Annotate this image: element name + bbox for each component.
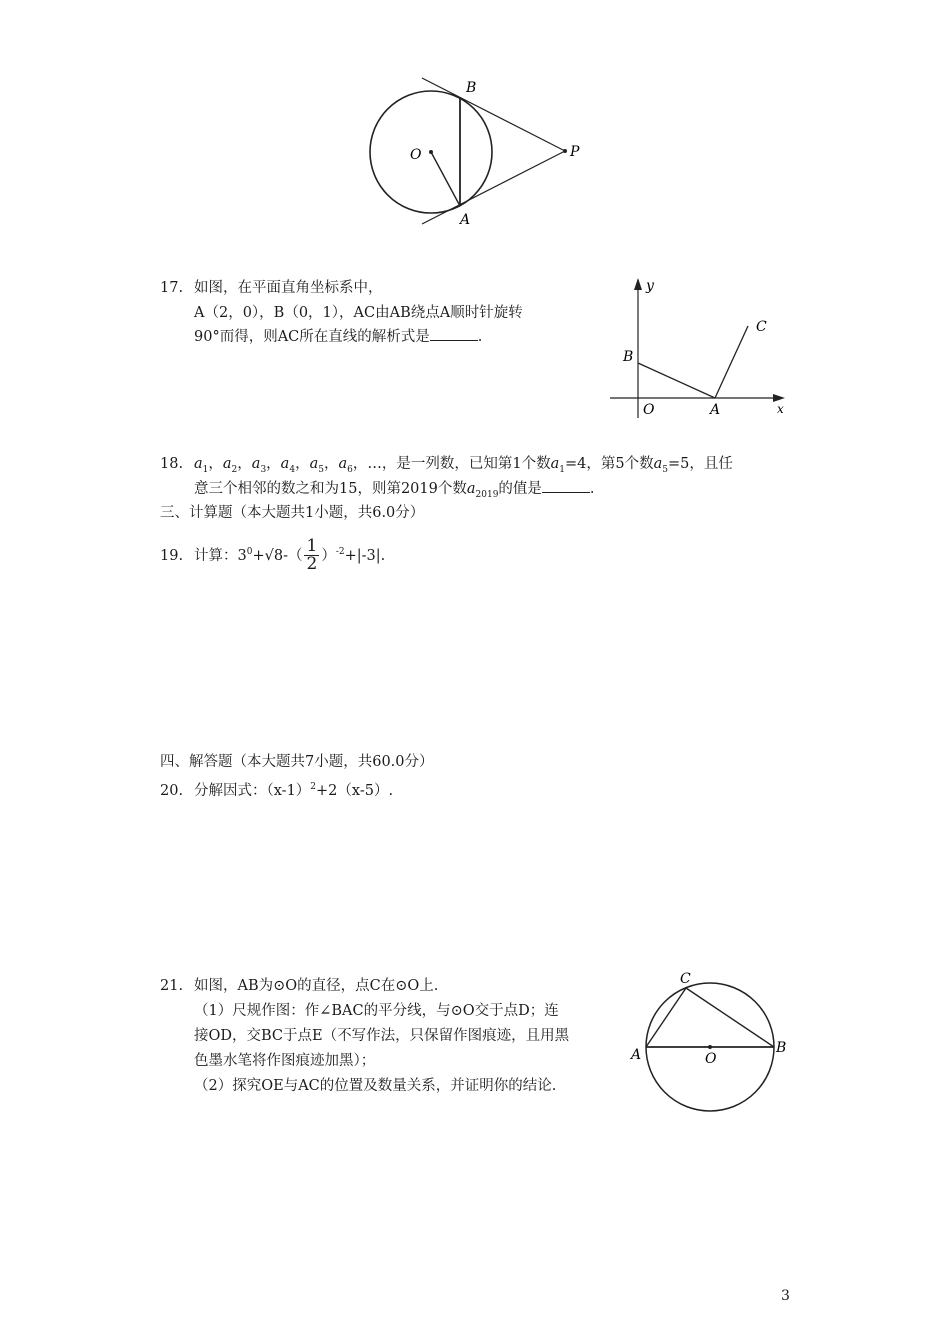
page-number: 3 bbox=[781, 1288, 790, 1304]
answer-blank bbox=[542, 480, 590, 493]
label-o: O bbox=[643, 402, 655, 418]
label-a: A bbox=[710, 402, 721, 418]
q18-line1: 18. $a_1$，$a_2$，$a_3$，$a_4$，$a_5$，$a_6$，…，是一列数，已知第1个数$a_1=4$，第5个数$a_5=5$，且任 bbox=[160, 456, 733, 475]
q18-number: 18. bbox=[160, 456, 184, 472]
q20-number: 20. bbox=[160, 782, 184, 799]
q21-line1: 21. 如图，AB为⊙O的直径，点C在⊙O上. bbox=[160, 978, 439, 994]
label-x: x bbox=[777, 402, 784, 416]
q19-number: 19. bbox=[160, 547, 184, 564]
q17-number: 17. bbox=[160, 280, 184, 296]
q17-line2: A（2，0），B（0，1），AC由AB绕点A顺时针旋转 bbox=[194, 305, 523, 321]
label-c: C bbox=[680, 971, 691, 987]
q21-line2: （1）尺规作图：作∠BAC的平分线，与⊙O交于点D；连 bbox=[194, 1003, 559, 1019]
q21-line4: 色墨水笔将作图痕迹加黑）； bbox=[194, 1053, 376, 1069]
q17-line1: 17. 如图，在平面直角坐标系中， bbox=[160, 280, 383, 296]
label-b: B bbox=[623, 349, 634, 365]
label-o: O bbox=[705, 1051, 717, 1067]
section-four-heading: 四、解答题（本大题共7小题，共60.0分） bbox=[160, 754, 434, 770]
q21-line5: （2）探究OE与AC的位置及数量关系，并证明你的结论. bbox=[194, 1078, 557, 1094]
answer-blank bbox=[430, 328, 478, 341]
q19-line: 19. 计算：$3^0+√8-$（ $\frac{1}{2}$ ）$^{-2}$+|-3|. bbox=[160, 536, 386, 575]
q18-line2: 意三个相邻的数之和为15，则第2019个数$a_{2019}$的值是 . bbox=[194, 481, 595, 500]
q20-line: 20. 分解因式：$(x-1)^2+2(x-5)$. bbox=[160, 782, 394, 799]
label-b: B bbox=[776, 1040, 787, 1056]
figure-circle-tangents bbox=[360, 70, 600, 240]
label-p: P bbox=[570, 144, 580, 160]
q21-number: 21. bbox=[160, 978, 184, 994]
section-three-heading: 三、计算题（本大题共1小题，共6.0分） bbox=[160, 505, 425, 521]
label-o: O bbox=[410, 147, 422, 163]
label-c: C bbox=[756, 319, 767, 335]
q17-line3: 90°而得，则AC所在直线的解析式是 . bbox=[194, 329, 483, 345]
label-y: y bbox=[646, 278, 654, 294]
label-b: B bbox=[466, 80, 477, 96]
figure-circle-diameter bbox=[625, 965, 800, 1115]
figure-coordinate-plane bbox=[600, 270, 800, 425]
fraction-one-half: $\frac{1}{2}$ bbox=[306, 536, 318, 575]
label-a: A bbox=[631, 1047, 642, 1063]
q21-line3: 接OD，交BC于点E（不写作法，只保留作图痕迹，且用黑 bbox=[194, 1028, 570, 1044]
label-a: A bbox=[460, 212, 471, 228]
